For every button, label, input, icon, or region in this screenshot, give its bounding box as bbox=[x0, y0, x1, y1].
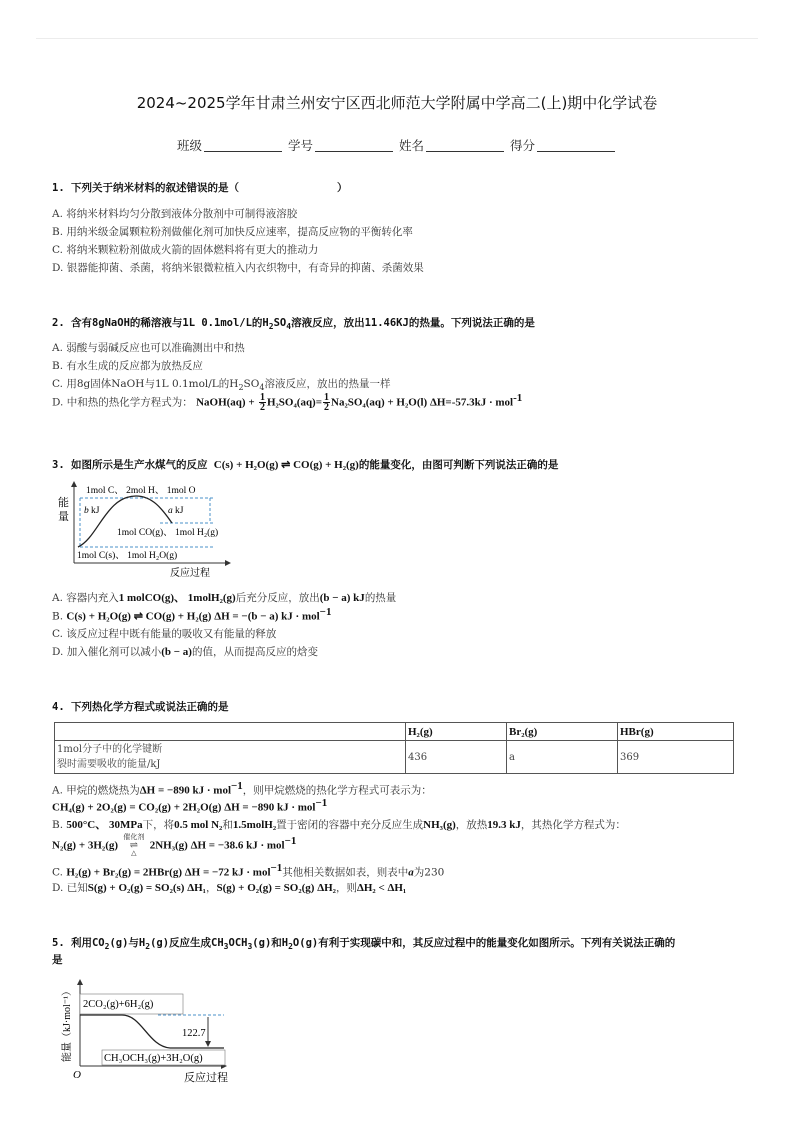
class-label: 班级 bbox=[176, 138, 202, 153]
score-blank[interactable] bbox=[537, 151, 615, 152]
b-kj-label: kJ bbox=[91, 506, 100, 516]
score-label: 得分 bbox=[509, 138, 535, 153]
q1-option-c[interactable]: C. 将纳米颗粒粉剂做成火箭的固体燃料将有更大的推动力 bbox=[52, 244, 319, 256]
question-2-stem: 2. 含有8gNaOH的稀溶液与1L 0.1mol/L的$H_2SO_4$溶液反应，放出11.46KJ的热量。下列说法正确的是 bbox=[52, 317, 535, 332]
y-label-1: 能 bbox=[58, 497, 69, 509]
top-divider bbox=[36, 38, 758, 39]
bond-energy-table bbox=[54, 722, 734, 774]
fraction-half: $\frac{1}{2}$ bbox=[324, 392, 329, 413]
q2-option-b[interactable]: B. 有水生成的反应都为放热反应 bbox=[52, 360, 203, 372]
a-label: a bbox=[168, 506, 173, 516]
q5-energy-diagram bbox=[58, 976, 238, 1086]
y-label-2: 量 bbox=[58, 511, 69, 523]
delta-value: 122.7 bbox=[182, 1028, 206, 1039]
table-header-cell: HBr(g) bbox=[618, 723, 734, 741]
table-row bbox=[55, 741, 734, 774]
table-cell: a bbox=[507, 741, 618, 774]
top-state-label: 1mol C、 2mol H、 1mol O bbox=[86, 486, 196, 496]
question-1-stem: 1. 下列关于纳米材料的叙述错误的是（ ） bbox=[52, 182, 348, 194]
reaction-curve bbox=[78, 496, 172, 547]
q4-option-b[interactable]: B. 500°C、 30MPa下，将0.5 mol N₂和1.5molH₂置于密闭的容器中充分反应生成NH₃(g)，放热19.3 kJ，其热化学方程式为： bbox=[52, 819, 626, 831]
y-label: 能量（kJ·mol⁻¹） bbox=[62, 985, 73, 1062]
q4-option-a-equation: CH₄(g) + 2O₂(g) = CO₂(g) + 2H₂O(g) ΔH = −890 kJ · mol$^{-1}$ bbox=[52, 797, 328, 814]
table-header-row bbox=[55, 723, 734, 741]
q4-option-b-equation: N₂(g) + 3H₂(g) 催化剂 ⇌ △ 2NH₃(g) ΔH = −38.6 kJ · mol$^{-1}$ bbox=[52, 833, 297, 857]
table-cell: 369 bbox=[618, 741, 734, 774]
b-label: b bbox=[84, 506, 89, 516]
origin-label: O bbox=[73, 1069, 81, 1081]
catalyst-arrow: 催化剂 ⇌ △ bbox=[123, 833, 145, 857]
q4-option-c[interactable]: C. H₂(g) + Br₂(g) = 2HBr(g) ΔH = −72 kJ · mol$^{-1}$其他相关数据如表，则表中a为230 bbox=[52, 862, 445, 879]
id-blank[interactable] bbox=[315, 151, 393, 152]
name-blank[interactable] bbox=[426, 151, 504, 152]
product-label: CH₃OCH₃(g)+3H₂O(g) bbox=[104, 1053, 203, 1064]
q3-option-b[interactable]: B. C(s) + H₂O(g) ⇌ CO(g) + H₂(g) ΔH = −(b − a) kJ · mol$^{-1}$ bbox=[52, 606, 332, 623]
q2-option-c[interactable]: C. 用8g固体NaOH与1L 0.1mol/L的$H_2SO_4$溶液反应，放出的热量一样 bbox=[52, 378, 391, 393]
question-5-stem: 5. 利用$CO_2(g)$与$H_2(g)$反应生成$CH_3OCH_3(g)$和$H_2O(g)$有利于实现碳中和，其反应过程中的能量变化如图所示。下列有关说法正确的 bbox=[52, 937, 676, 952]
table-header-cell: H₂(g) bbox=[406, 723, 507, 741]
reactant-label: 2CO₂(g)+6H₂(g) bbox=[83, 999, 154, 1010]
q4-option-d[interactable]: D. 已知S(g) + O₂(g) = SO₂(s) ΔH₁，S(g) + O₂(g) = SO₂(g) ΔH₂，则ΔH₂ < ΔH₁ bbox=[52, 882, 407, 894]
question-4-stem: 4. 下列热化学方程式或说法正确的是 bbox=[52, 701, 229, 713]
q3-option-d[interactable]: D. 加入催化剂可以减小(b − a)的值，从而提高反应的焓变 bbox=[52, 646, 318, 658]
table-row-label: 1mol分子中的化学键断 裂时需要吸收的能量/kJ bbox=[55, 741, 406, 774]
x-label: 反应过程 bbox=[184, 1072, 228, 1084]
reaction-curve bbox=[122, 1015, 170, 1048]
q3-energy-diagram bbox=[54, 478, 244, 580]
page-title: 2024~2025学年甘肃兰州安宁区西北师范大学附属中学高二(上)期中化学试卷 bbox=[136, 94, 658, 112]
q4-option-a[interactable]: A. 甲烷的燃烧热为ΔH = −890 kJ · mol$^{-1}$，则甲烷燃烧的热化学方程式可表示为： bbox=[52, 780, 432, 797]
table-cell: 436 bbox=[406, 741, 507, 774]
bottom-state-label: 1mol C(s)、 1mol H₂O(g) bbox=[77, 551, 178, 561]
class-blank[interactable] bbox=[204, 151, 282, 152]
x-label: 反应过程 bbox=[170, 568, 210, 579]
q1-option-b[interactable]: B. 用纳米级金属颗粒粉剂做催化剂可加快反应速率，提高反应物的平衡转化率 bbox=[52, 226, 413, 238]
q2-option-a[interactable]: A. 弱酸与弱碱反应也可以准确测出中和热 bbox=[52, 342, 245, 354]
q3-option-a[interactable]: A. 容器内充入1 molCO(g)、 1molH₂(g)后充分反应，放出(b − a) kJ的热量 bbox=[52, 592, 397, 604]
id-label: 学号 bbox=[287, 138, 313, 153]
name-label: 姓名 bbox=[398, 138, 424, 153]
table-header-cell: Br₂(g) bbox=[507, 723, 618, 741]
q2-option-d[interactable]: D. 中和热的热化学方程式为： NaOH(aq) + $\frac{1}{2}$ H₂SO₄(aq)= $\frac{1}{2}$ Na₂SO₄(aq) + H₂O(l) ΔH=-57.3kJ · mol$^{-1}$ bbox=[52, 392, 523, 413]
q1-option-d[interactable]: D. 银器能抑菌、杀菌，将纳米银微粒植入内衣织物中，有奇异的抑菌、杀菌效果 bbox=[52, 262, 424, 274]
fraction-half: $\frac{1}{2}$ bbox=[259, 392, 265, 413]
question-5-stem-line2: 是 bbox=[52, 954, 63, 966]
mid-state-label: 1mol CO(g)、 1mol H₂(g) bbox=[117, 528, 219, 538]
student-info-fields bbox=[0, 136, 794, 154]
q1-option-a[interactable]: A. 将纳米材料均匀分散到液体分散剂中可制得液溶胶 bbox=[52, 208, 298, 220]
a-kj-label: kJ bbox=[175, 506, 184, 516]
q3-option-c[interactable]: C. 该反应过程中既有能量的吸收又有能量的释放 bbox=[52, 628, 277, 640]
question-3-stem: 3. 如图所示是生产水煤气的反应 C(s) + H₂O(g) ⇌ CO(g) + H₂(g)的能量变化，由图可判断下列说法正确的是 bbox=[52, 459, 559, 471]
table-header-cell bbox=[55, 723, 406, 741]
